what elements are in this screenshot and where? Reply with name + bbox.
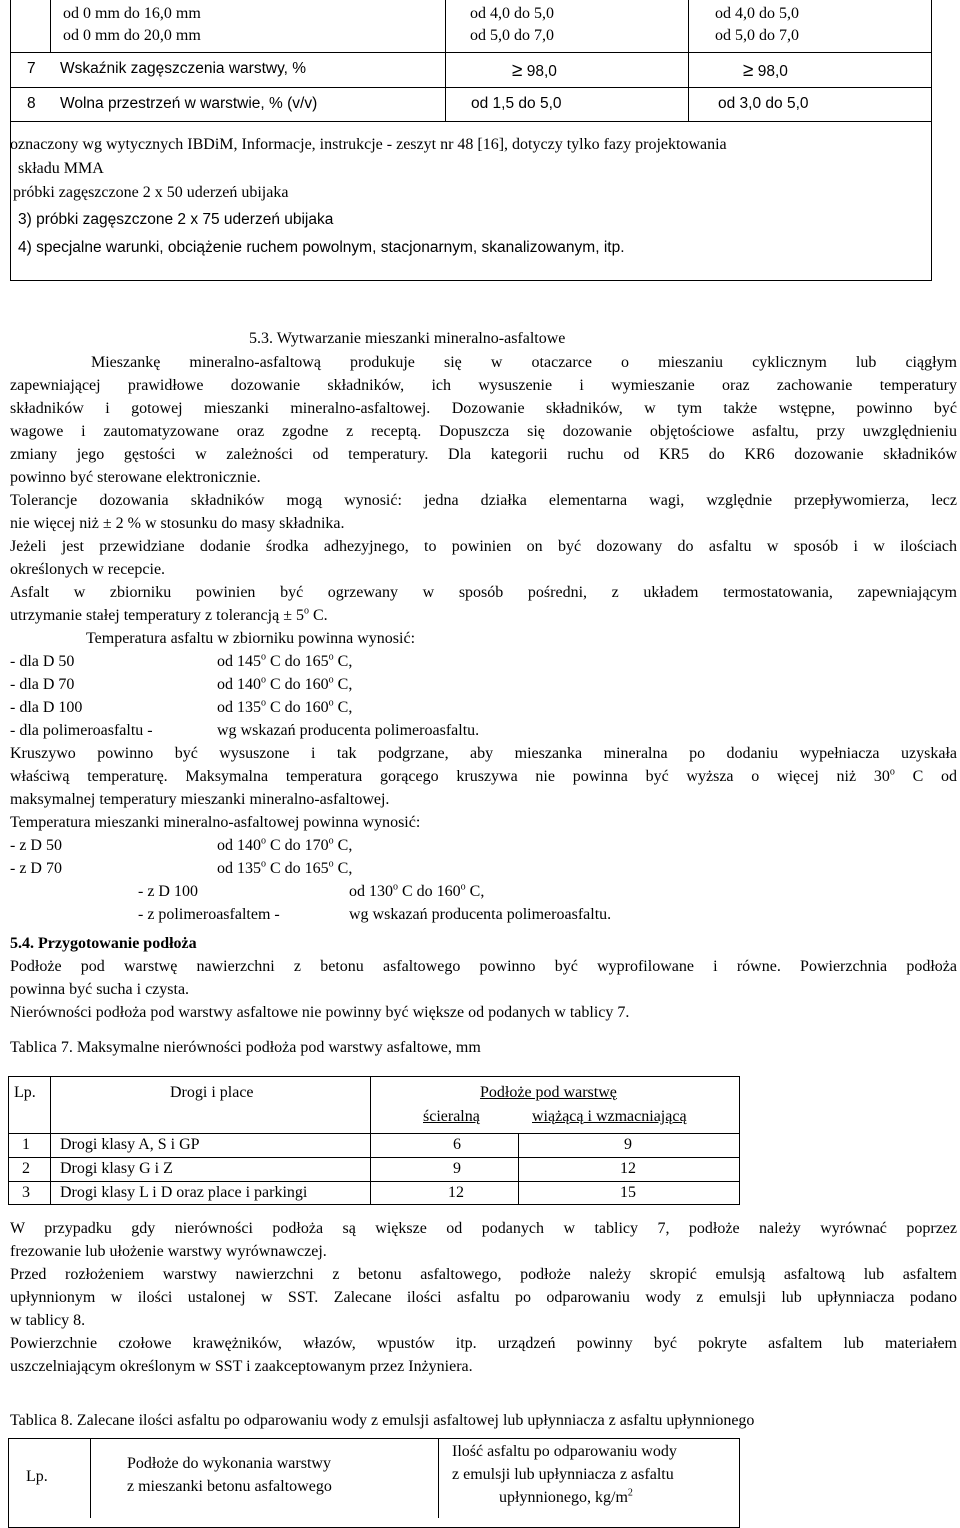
table8-divider (90, 1438, 91, 1518)
temp-value (217, 676, 352, 694)
table7-cell-name: Drogi klasy L i D oraz place i parkingi (60, 1184, 308, 1201)
temp-label: - z polimeroasfaltem - (138, 906, 280, 923)
list-title: Temperatura asfaltu w zbiorniku powinna wynosić: (86, 630, 416, 647)
degree-mark: o (261, 858, 266, 870)
text-run: C do 160 (266, 699, 329, 716)
table7-rule (8, 1133, 740, 1134)
paragraph-line (10, 607, 328, 625)
table8-header-amount: z emulsji lub upłynniacza z asfaltu (452, 1466, 674, 1483)
paragraph-line (10, 768, 957, 786)
table7-divider (370, 1076, 371, 1205)
table7-divider (518, 1133, 519, 1205)
temp-value (217, 837, 352, 855)
paragraph-line: upłynnionym w ilości ustalonej w SST. Zalecane ilości asfaltu po odparowaniu wody z emulsji lub upłynniacza podano (10, 1289, 957, 1306)
row-value: od 1,5 do 5,0 (471, 95, 562, 112)
text-run: od 135 (217, 699, 261, 716)
paragraph-line: Jeżeli jest przewidziane dodanie środka adhezyjnego, to powinien on być dozowany do asfaltu w sposób i w ilościach (10, 538, 957, 555)
table7-divider (50, 1076, 51, 1205)
paragraph-line: Kruszywo powinno być wysuszone i tak podgrzane, aby mieszanka mineralna po dodaniu wypełniacza uzyskała (10, 745, 957, 762)
degree-mark: o (889, 766, 895, 778)
value-text: 98,0 (526, 63, 557, 80)
list-title: Temperatura mieszanki mineralno-asfaltowej powinna wynosić: (10, 814, 421, 831)
temp-value (217, 699, 352, 717)
table7-cell-bind: 12 (620, 1160, 636, 1177)
temp-value: wg wskazań producenta polimeroasfaltu. (349, 906, 612, 923)
text-run: od 140 (217, 676, 261, 693)
table-caption: Tablica 7. Maksymalne nierówności podłoża pod warstwy asfaltowe, mm (10, 1039, 481, 1056)
table7-header-base: Podłoże pod warstwę (480, 1084, 617, 1101)
text-run: C, (465, 883, 485, 900)
paragraph-line: zmiany jego gęstości w zależności od temperatury. Dla kategorii ruchu od KR5 do KR6 dozowanie składników (10, 446, 957, 463)
table7-header-roads: Drogi i place (170, 1084, 254, 1101)
paragraph-line: Przed rozłożeniem warstwy nawierzchni z betonu asfaltowego, podłoże należy skropić emulsją asfaltową lub asfaltem (10, 1266, 957, 1283)
table7-cell-name: Drogi klasy G i Z (60, 1160, 173, 1177)
row-value (743, 60, 788, 82)
temp-label: - dla D 50 (10, 653, 75, 670)
text-run: od 130 (349, 883, 393, 900)
text-run: C do 160 (266, 676, 329, 693)
gte-symbol: ≥ (512, 60, 523, 81)
text-run: właściwą temperaturę. Maksymalna temperatura gorącego kruszywa nie powinna być wyższa o więcej niż 30 (10, 768, 890, 785)
text-run: upłynnionego, kg/m (499, 1489, 628, 1506)
table8-header-base: Podłoże do wykonania warstwy (127, 1455, 331, 1472)
section-heading: 5.3. Wytwarzanie mieszanki mineralno-asfaltowe (249, 330, 566, 347)
table7-cell-wear: 12 (448, 1184, 464, 1201)
degree-mark: o (328, 858, 334, 870)
paragraph-line: maksymalnej temperatury mieszanki mineralno-asfaltowej. (10, 791, 390, 808)
top-table-divider (445, 0, 446, 121)
table7-cell-wear: 9 (453, 1160, 461, 1177)
top-table-rule (10, 87, 932, 88)
degree-mark: o (261, 651, 266, 663)
top-table-divider (50, 0, 51, 52)
table7-header-lp: Lp. (14, 1084, 36, 1101)
table7-cell-wear: 6 (453, 1136, 461, 1153)
table7-rule (8, 1181, 740, 1182)
top-table-rule (10, 52, 932, 53)
top-table-divider (688, 0, 689, 121)
temp-label: - dla polimeroasfaltu - (10, 722, 153, 739)
text-run: C do 160 (398, 883, 461, 900)
table8-header-amount (499, 1489, 633, 1507)
gte-symbol: ≥ (743, 60, 754, 81)
paragraph-line: powinna być sucha i czysta. (10, 981, 190, 998)
table8-divider (438, 1438, 439, 1518)
temp-value: wg wskazań producenta polimeroasfaltu. (217, 722, 480, 739)
text-run: C do 165 (266, 860, 329, 877)
table7-cell-lp: 3 (22, 1184, 30, 1201)
paragraph-line: Tolerancje dozowania składników mogą wynosić: jedna działka elementarna wagi, względnie przepływomierza, lecz (10, 492, 957, 509)
paragraph-line: składników i gotowej mieszanki mineralno-asfaltowej. Dozowanie składników, w tym także wstępne, powinno być (10, 400, 957, 417)
paragraph-line: Mieszankę mineralno-asfaltową produkuje się w otaczarce o mieszaniu cyklicznym lub ciągłym (91, 354, 957, 371)
degree-mark: o (261, 697, 266, 709)
text-run: od 145 (217, 653, 261, 670)
table8-header-base: z mieszanki betonu asfaltowego (127, 1478, 332, 1495)
paragraph-line: powinno być sterowane elektronicznie. (10, 469, 261, 486)
degree-mark: o (328, 651, 334, 663)
grading-range: od 0 mm do 20,0 mm (63, 27, 201, 44)
row-number: 8 (27, 95, 36, 112)
row-label: Wskaźnik zagęszczenia warstwy, % (60, 60, 307, 77)
paragraph-line: frezowanie lub ułożenie warstwy wyrównawczej. (10, 1243, 327, 1260)
text-run: C do 170 (266, 837, 329, 854)
text-run: C do 165 (266, 653, 329, 670)
table7-cell-lp: 2 (22, 1160, 30, 1177)
temp-label: - dla D 100 (10, 699, 83, 716)
degree-mark: o (328, 674, 334, 686)
superscript: 2 (627, 1487, 633, 1499)
table-footnote: oznaczony wg wytycznych IBDiM, Informacje, instrukcje - zeszyt nr 48 [16], dotyczy tylko fazy projektowania (10, 136, 727, 153)
paragraph-line: nie więcej niż ± 2 % w stosunku do masy składnika. (10, 515, 345, 532)
table8-header-lp: Lp. (26, 1468, 48, 1485)
table-footnote: składu MMA (18, 160, 104, 177)
table7-cell-lp: 1 (22, 1136, 30, 1153)
grading-col2: od 4,0 do 5,0 (715, 5, 799, 22)
text-run: utrzymanie stałej temperatury z tolerancją ± 5 (10, 607, 304, 624)
table7-rule (8, 1157, 740, 1158)
grading-col2: od 5,0 do 7,0 (715, 27, 799, 44)
text-run: C, (333, 653, 353, 670)
degree-mark: o (261, 674, 266, 686)
table-footnote: próbki zagęszczone 2 x 50 uderzeń ubijaka (13, 184, 289, 201)
grading-col1: od 5,0 do 7,0 (470, 27, 554, 44)
grading-col1: od 4,0 do 5,0 (470, 5, 554, 22)
table7-cell-bind: 15 (620, 1184, 636, 1201)
top-table-rule (10, 121, 932, 122)
table-footnote: 4) specjalne warunki, obciążenie ruchem powolnym, stacjonarnym, skanalizowanym, itp. (18, 239, 625, 256)
temp-label: - z D 50 (10, 837, 62, 854)
paragraph-line: Nierówności podłoża pod warstwy asfaltowe nie powinny być większe od podanych w tablicy 7. (10, 1004, 630, 1021)
row-label: Wolna przestrzeń w warstwie, % (v/v) (60, 95, 318, 112)
paragraph-line: Powierzchnie czołowe krawężników, włazów, wpustów itp. urządzeń powinny być pokryte asfaltem lub materiałem (10, 1335, 957, 1352)
degree-mark: o (393, 881, 398, 893)
text-run: C od (894, 768, 958, 785)
temp-label: - z D 100 (138, 883, 198, 900)
row-number: 7 (27, 60, 36, 77)
paragraph-line: wagowe i zautomatyzowane oraz zgodne z receptą. Dopuszcza się dozowanie objętościowe asfaltu, przy uwzględnieniu (10, 423, 957, 440)
table7-cell-bind: 9 (624, 1136, 632, 1153)
paragraph-line: W przypadku gdy nierówności podłoża są większe od podanych w tablicy 7, podłoże należy wyrównać poprzez (10, 1220, 957, 1237)
text-run: C. (308, 607, 328, 624)
text-run: C, (333, 699, 353, 716)
paragraph-line: Podłoże pod warstwę nawierzchni z betonu asfaltowego powinno być wyprofilowane i równe. Powierzchnia podłoża (10, 958, 957, 975)
temp-value (217, 860, 352, 878)
table-caption: Tablica 8. Zalecane ilości asfaltu po odparowaniu wody z emulsji asfaltowej lub upłynniacza z asfaltu upłynnionego (10, 1412, 755, 1429)
paragraph-line: zapewniającej prawidłowe dozowanie składników, ich wysuszenie i wymieszanie oraz zachowanie temperatury (10, 377, 957, 394)
paragraph-line: w tablicy 8. (10, 1312, 86, 1329)
text-run: od 140 (217, 837, 261, 854)
text-run: C, (333, 860, 353, 877)
row-value: od 3,0 do 5,0 (718, 95, 809, 112)
degree-mark: o (460, 881, 466, 893)
table7-cell-name: Drogi klasy A, S i GP (60, 1136, 200, 1153)
table-footnote: 3) próbki zagęszczone 2 x 75 uderzeń ubijaka (18, 211, 334, 228)
section-heading: 5.4. Przygotowanie podłoża (10, 935, 197, 952)
text-run: C, (333, 676, 353, 693)
text-run: C, (333, 837, 353, 854)
table7-header-wear: ścieralną (423, 1108, 480, 1125)
degree-mark: o (303, 605, 309, 617)
paragraph-line: Asfalt w zbiorniku powinien być ogrzewany w sposób pośredni, z układem termostatowania, zapewniającym (10, 584, 957, 601)
table7-header-bind: wiążącą i wzmacniającą (532, 1108, 687, 1125)
temp-value (217, 653, 352, 671)
value-text: 98,0 (757, 63, 788, 80)
paragraph-line: określonych w recepcie. (10, 561, 166, 578)
degree-mark: o (261, 835, 266, 847)
temp-label: - z D 70 (10, 860, 62, 877)
text-run: od 135 (217, 860, 261, 877)
degree-mark: o (328, 835, 334, 847)
temp-value (349, 883, 484, 901)
row-value (512, 60, 557, 82)
grading-range: od 0 mm do 16,0 mm (63, 5, 201, 22)
table8-header-amount: Ilość asfaltu po odparowaniu wody (452, 1443, 677, 1460)
degree-mark: o (328, 697, 334, 709)
paragraph-line: uszczelniającym określonym w SST i zaakceptowanym przez Inżyniera. (10, 1358, 473, 1375)
temp-label: - dla D 70 (10, 676, 75, 693)
